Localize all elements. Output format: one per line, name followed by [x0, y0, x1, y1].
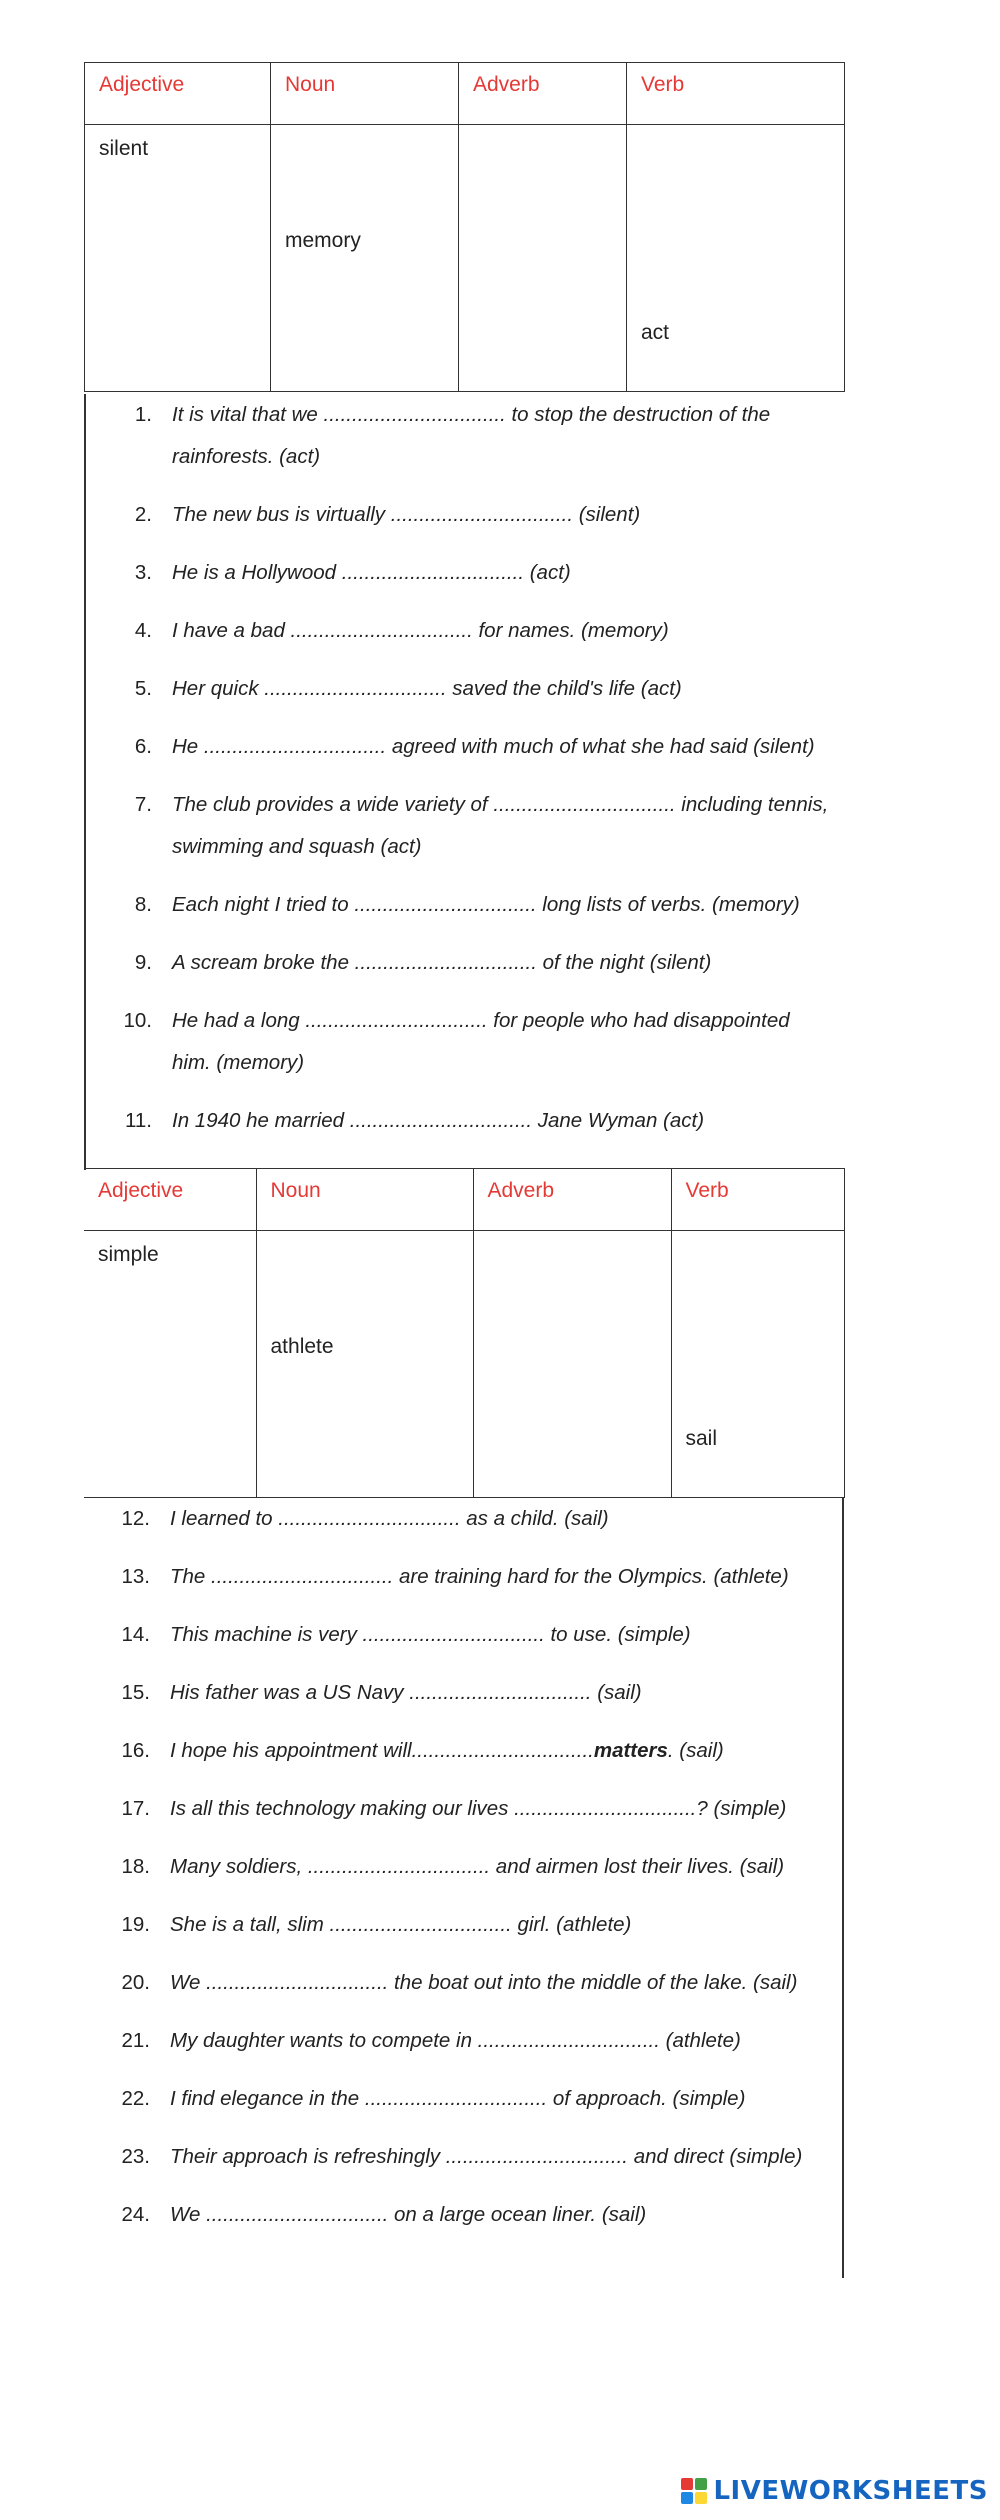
list-item: [118, 394, 832, 478]
list-item: [118, 726, 832, 768]
item-text: Her quick ................................ saved the child's life (act): [172, 677, 682, 700]
header-verb: Verb: [627, 63, 845, 125]
item-number: 13.: [121, 1565, 150, 1588]
list-item: [116, 1614, 830, 1656]
item-number: 21.: [121, 2029, 150, 2052]
item-number: 9.: [134, 951, 152, 974]
list-item: [118, 1100, 832, 1142]
item-number: 18.: [121, 1855, 150, 1878]
item-text-bold: matters: [593, 1739, 668, 1762]
list-item: [116, 1846, 830, 1888]
list-item: [116, 2078, 830, 2120]
item-text: His father was a US Navy ................................ (sail): [170, 1681, 642, 1704]
header-noun: Noun: [271, 63, 459, 125]
header-adverb: Adverb: [459, 63, 627, 125]
cell-adverb[interactable]: [459, 125, 627, 392]
item-number: 23.: [121, 2145, 150, 2168]
right-margin-rule: [842, 1498, 844, 2278]
item-text: I have a bad ................................ for names. (memory): [172, 619, 669, 642]
list-item: [118, 494, 832, 536]
header-adverb: Adverb: [473, 1169, 671, 1231]
list-item: [116, 1498, 830, 1540]
logo-text: LIVEWORKSHEETS: [713, 2476, 988, 2506]
item-number: 7.: [134, 793, 152, 816]
list-item: [116, 2020, 830, 2062]
list-item: [116, 2194, 830, 2236]
item-number: 3.: [134, 561, 152, 584]
item-text-before: I hope his appointment will................................: [170, 1739, 594, 1762]
item-text: He ................................ agreed with much of what she had said (silent): [172, 735, 815, 758]
item-text: My daughter wants to compete in ................................ (athlete): [170, 2029, 741, 2052]
item-number: 8.: [134, 893, 152, 916]
item-text: I learned to ................................ as a child. (sail): [170, 1507, 609, 1530]
item-text: The ................................ are training hard for the Olympics. (athlete): [170, 1565, 789, 1588]
word-silent: silent: [99, 137, 149, 160]
item-number: 12.: [121, 1507, 150, 1530]
liveworksheets-logo-icon: [681, 2478, 707, 2504]
cell-adjective[interactable]: [84, 1231, 256, 1498]
item-text: She is a tall, slim ................................ girl. (athlete): [170, 1913, 632, 1936]
item-text: He is a Hollywood ................................ (act): [172, 561, 571, 584]
item-text: It is vital that we ................................ to stop the destruction of the rainforests. (act): [172, 403, 771, 468]
word-act: act: [641, 321, 670, 344]
list-item: [118, 884, 832, 926]
item-number: 15.: [121, 1681, 150, 1704]
item-text: I find elegance in the ................................ of approach. (simple): [170, 2087, 746, 2110]
list-item: [116, 1730, 830, 1772]
cell-verb[interactable]: [671, 1231, 844, 1498]
item-text: [170, 1730, 830, 1772]
list-item: [118, 610, 832, 652]
item-number: 10.: [123, 1009, 152, 1032]
item-text: Their approach is refreshingly ................................ and direct (simple): [170, 2145, 803, 2168]
list-item: [116, 2136, 830, 2178]
list-item: [118, 668, 832, 710]
cell-noun[interactable]: [271, 125, 459, 392]
item-number: 6.: [134, 735, 152, 758]
left-margin-rule: [84, 394, 86, 1170]
word-form-table-2: [84, 1168, 845, 1498]
header-adjective: Adjective: [84, 1169, 256, 1231]
item-number: 24.: [121, 2203, 150, 2226]
word-simple: simple: [98, 1243, 159, 1266]
item-number: 20.: [121, 1971, 150, 1994]
list-item: [118, 552, 832, 594]
cell-verb[interactable]: [627, 125, 845, 392]
header-verb: Verb: [671, 1169, 844, 1231]
item-text: The new bus is virtually ................................ (silent): [172, 503, 641, 526]
header-noun: Noun: [256, 1169, 473, 1231]
list-item: [118, 1000, 832, 1084]
item-text: He had a long ................................ for people who had disappointed him. (memory): [172, 1009, 790, 1074]
item-number: 19.: [121, 1913, 150, 1936]
item-number: 11.: [125, 1109, 152, 1132]
item-number: 1.: [134, 403, 152, 426]
item-text: Each night I tried to ................................ long lists of verbs. (memory): [172, 893, 800, 916]
list-item: [118, 784, 832, 868]
item-text: Is all this technology making our lives ................................? (simple): [170, 1797, 787, 1820]
item-text: We ................................ the boat out into the middle of the lake. (sail): [170, 1971, 798, 1994]
item-number: 17.: [121, 1797, 150, 1820]
list-item: [118, 942, 832, 984]
item-text: This machine is very ................................ to use. (simple): [170, 1623, 691, 1646]
word-sail: sail: [685, 1427, 718, 1450]
list-item: [116, 1904, 830, 1946]
item-text: We ................................ on a large ocean liner. (sail): [170, 2203, 647, 2226]
item-text: A scream broke the ................................ of the night (silent): [172, 951, 712, 974]
list-item: [116, 1672, 830, 1714]
item-text-after: . (sail): [667, 1739, 724, 1762]
item-text: The club provides a wide variety of ................................ including tennis, swimming and squash (act): [172, 793, 829, 858]
header-adjective: Adjective: [85, 63, 271, 125]
list-item: [116, 1962, 830, 2004]
item-number: 2.: [134, 503, 152, 526]
cell-noun[interactable]: [256, 1231, 473, 1498]
word-athlete: athlete: [270, 1335, 334, 1358]
item-number: 5.: [134, 677, 152, 700]
item-number: 4.: [134, 619, 152, 642]
item-text: Many soldiers, ................................ and airmen lost their lives. (sail): [170, 1855, 785, 1878]
list-item: [116, 1788, 830, 1830]
item-number: 14.: [121, 1623, 150, 1646]
liveworksheets-logo[interactable]: [681, 2476, 988, 2506]
item-number: 16.: [121, 1739, 150, 1762]
cell-adverb[interactable]: [473, 1231, 671, 1498]
item-number: 22.: [121, 2087, 150, 2110]
list-item: [116, 1556, 830, 1598]
word-memory: memory: [285, 229, 361, 252]
item-text: In 1940 he married ................................ Jane Wyman (act): [172, 1109, 705, 1132]
cell-adjective[interactable]: [85, 125, 271, 392]
word-form-table-1: [84, 62, 845, 392]
